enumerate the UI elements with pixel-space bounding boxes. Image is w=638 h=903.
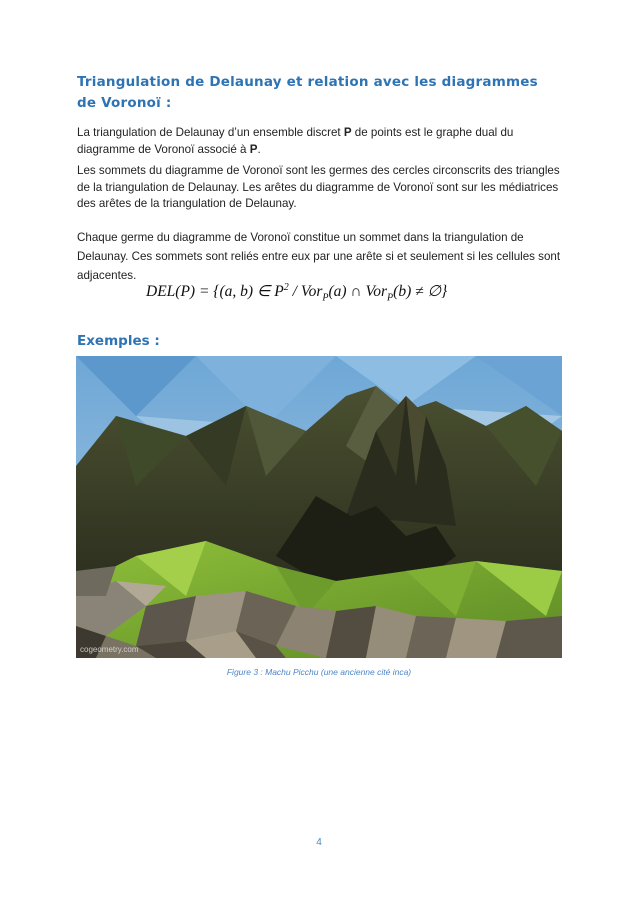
formula-subscript: P xyxy=(322,292,329,304)
text-run: du xyxy=(497,126,514,139)
examples-heading: Exemples : xyxy=(77,333,160,349)
image-watermark: cogeometry.com xyxy=(80,645,139,654)
lowpoly-illustration xyxy=(76,356,562,658)
bold-p: P xyxy=(249,142,258,156)
formula-part: (b) ≠ ∅} xyxy=(393,283,448,301)
text-run: des arêtes de la triangulation de Delaunay. xyxy=(77,197,297,211)
text-run: Les sommets du diagramme de Voronoï sont les germes des cercles circonscrits des triangles de la triangulation de Delaunay. Les arêtes du diagramme de Voronoï sont sur les xyxy=(77,164,560,194)
text-run: . xyxy=(257,142,261,156)
bold-p: P xyxy=(343,126,352,139)
page-number: 4 xyxy=(316,837,322,848)
formula-subscript: P xyxy=(387,292,394,304)
formula-part: / Vor xyxy=(288,283,323,301)
link-diagramme-voronoi[interactable]: diagramme de Voronoï xyxy=(77,142,195,156)
figure-caption: Figure 3 : Machu Picchu (une ancienne cité inca) xyxy=(226,667,412,677)
delaunay-formula xyxy=(146,282,447,303)
link-mediatrices[interactable]: médiatrices xyxy=(498,180,559,194)
formula-part: (a) ∩ Vor xyxy=(328,283,388,301)
section-heading: Triangulation de Delaunay et relation avec les diagrammes de Voronoï : xyxy=(77,74,538,111)
formula-part: DEL(P) = {(a, b) ∈ P xyxy=(146,283,284,301)
text-run: La triangulation de Delaunay d’un xyxy=(77,126,253,139)
link-ensemble-discret[interactable]: ensemble discret xyxy=(252,126,344,139)
machu-picchu-lowpoly-image xyxy=(76,356,562,658)
text-run: associé à xyxy=(194,142,250,156)
paragraph-vertices xyxy=(77,163,562,213)
paragraph-definition xyxy=(77,125,562,158)
formula-superscript: 2 xyxy=(283,282,289,293)
text-run: de points est le xyxy=(351,126,436,139)
paragraph-germs: Chaque germe du diagramme de Voronoï constitue un sommet dans la triangulation de Delaunay. Ces sommets sont reliés entre eux par une arête si et seulement si les cellules sont adjacentes. xyxy=(77,231,561,282)
link-graphe-dual[interactable]: graphe dual xyxy=(436,126,498,139)
